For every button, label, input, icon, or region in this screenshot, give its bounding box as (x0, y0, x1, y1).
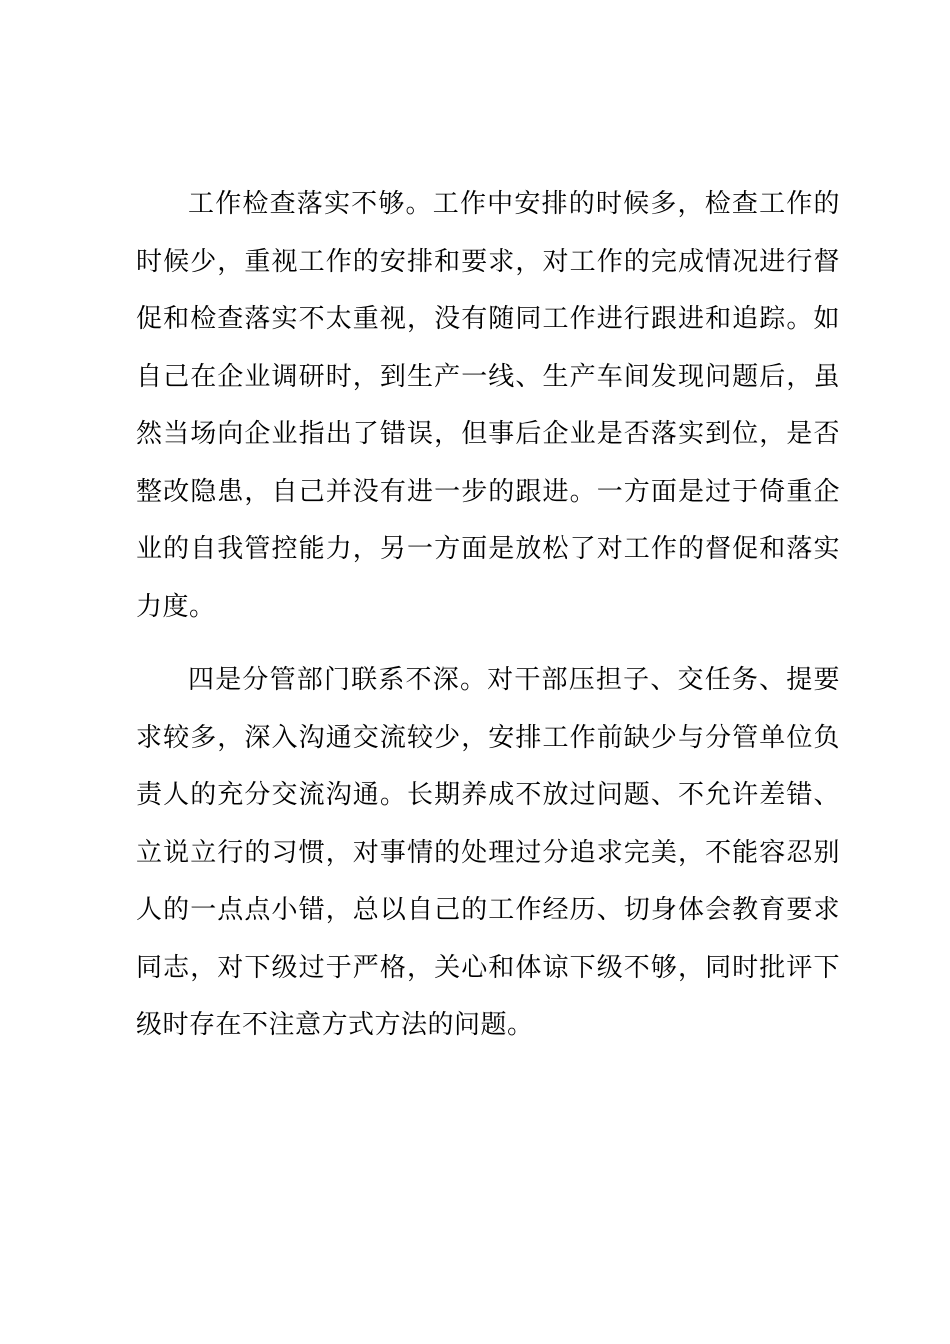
paragraph-department-contact: 四是分管部门联系不深。对干部压担子、交任务、提要求较多，深入沟通交流较少，安排工作前缺少与分管单位负责人的充分交流沟通。长期养成不放过问题、不允许差错、立说立行的习惯，对事情的处理过分追求完美，不能容忍别人的一点点小错，总以自己的工作经历、切身体会教育要求同志，对下级过于严格，关心和体谅下级不够，同时批评下级时存在不注意方式方法的问题。 (136, 665, 840, 1040)
document-body (136, 176, 840, 1055)
paragraph-inspection-implementation: 工作检查落实不够。工作中安排的时候多，检查工作的时候少，重视工作的安排和要求，对工作的完成情况进行督促和检查落实不太重视，没有随同工作进行跟进和追踪。如自己在企业调研时，到生产一线、生产车间发现问题后，虽然当场向企业指出了错误，但事后企业是否落实到位，是否整改隐患，自己并没有进一步的跟进。一方面是过于倚重企业的自我管控能力，另一方面是放松了对工作的督促和落实力度。 (136, 189, 840, 622)
